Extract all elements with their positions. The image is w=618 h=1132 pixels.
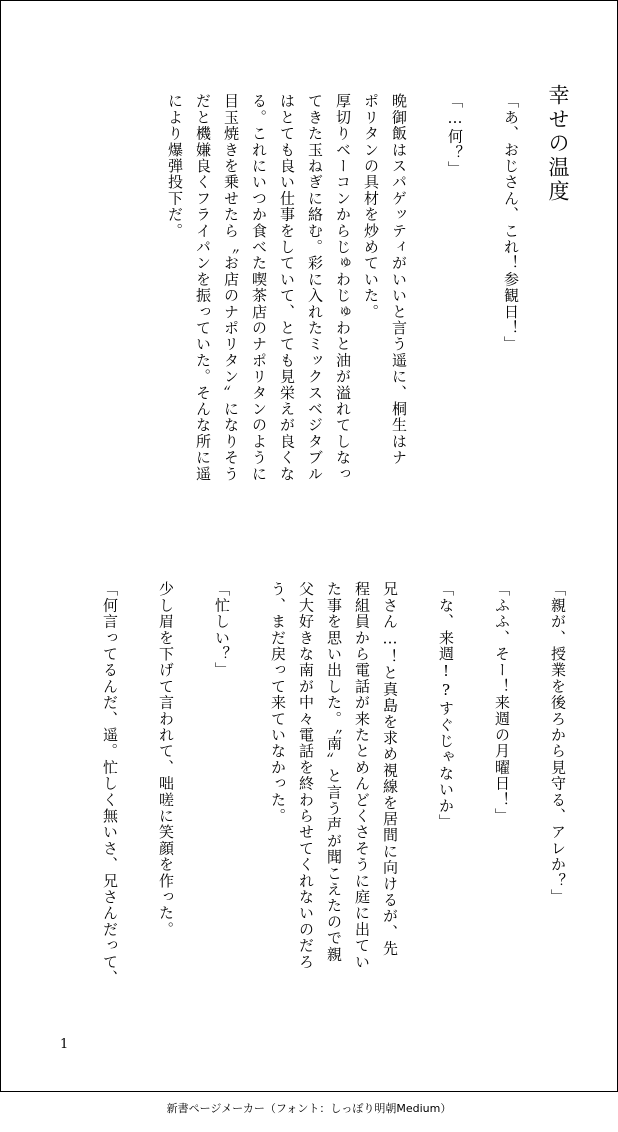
text-line: 「ふふ、そー！来週の月曜日！」 [493, 581, 511, 824]
text-line: う、まだ戻って来ていなかった。 [269, 581, 287, 824]
text-line: 「…何？」 [446, 93, 464, 177]
text-line: 目玉焼きを乗せたら〝お店のナポリタン〟になりそう [222, 93, 240, 482]
text-line: 「あ、おじさん、これ！参観日！」 [502, 93, 520, 353]
text-line [124, 581, 152, 986]
text-line [180, 581, 208, 986]
text-line: により爆弾投下だ。 [166, 93, 184, 239]
text-line [236, 581, 264, 986]
text-line: ポリタンの具材を炒めていた。 [362, 93, 380, 320]
page-number: 1 [60, 1037, 69, 1052]
text-line: 兄さん…！と真島を求め視線を居間に向けるが、先 [381, 581, 399, 957]
footer-credit: 新書ページメーカー（フォント：しっぽり明朝Medium） [166, 1102, 452, 1115]
text-line [460, 581, 488, 986]
text-line: 「な、来週!?すぐじゃないか」 [437, 581, 455, 830]
text-line [516, 581, 544, 986]
text-line: 晩御飯はスパゲッティがいいと言う遥に、桐生はナ [390, 93, 408, 466]
text-line: 「親が、授業を後ろから見守る、アレか？」 [549, 581, 567, 905]
text-line: 厚切りベーコンからじゅわじゅわと油が溢れてしなっ [334, 93, 352, 482]
text-line: る。これにいつか食べた喫茶店のナポリタンのように [250, 93, 268, 482]
text-line: てきた玉ねぎに絡む。彩に入れたミックスベジタブル [306, 93, 324, 482]
text-line: 「忙しい？」 [213, 581, 231, 679]
text-line: た事を思い出した。〝南〟と言う声が聞こえたので親 [325, 581, 343, 963]
text-line: だと機嫌良くフライパンを振っていた。そんな所に遥 [194, 93, 212, 482]
text-line [469, 93, 497, 482]
bottom-text-block [96, 581, 572, 986]
text-line: 父大好きな南が中々電話を終わらせてくれないのだろ [297, 581, 315, 970]
text-line: 程組員から電話が来たとめんどくさそうに庭に出てい [353, 581, 371, 970]
text-line: 少し眉を下げて言われて、咄嗟に笑顔を作った。 [157, 581, 175, 938]
text-line: 「何言ってるんだ、遥。忙しく無いさ、兄さんだって、 [101, 581, 119, 986]
page-title: 幸せの温度 [546, 84, 570, 204]
top-text-block [161, 93, 525, 482]
text-line: はとても良い仕事をしていて、とても見栄えが良くな [278, 93, 296, 482]
text-line [413, 93, 441, 482]
text-line [404, 581, 432, 986]
